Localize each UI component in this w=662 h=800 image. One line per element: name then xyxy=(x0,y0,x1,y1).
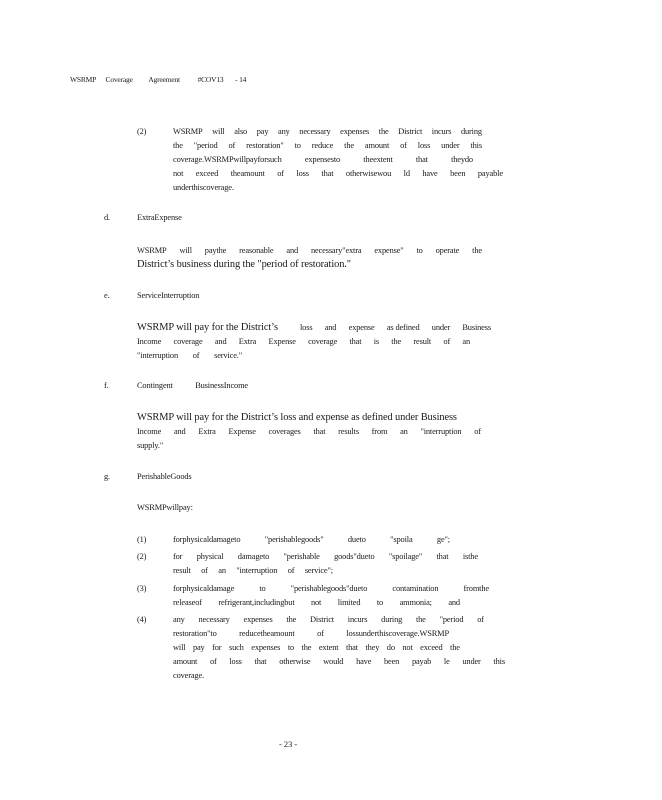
word: they xyxy=(365,643,380,652)
word: Extra xyxy=(238,337,257,346)
section-d-line-2: District’s business during the "period of restoration." xyxy=(137,259,351,270)
item-2-line-4 xyxy=(173,169,503,178)
g-item-3-line-1 xyxy=(173,584,489,593)
word: during xyxy=(460,127,482,136)
word: WSRMP xyxy=(173,127,203,136)
word: loss xyxy=(417,141,431,150)
word: "spoilage" xyxy=(388,552,423,561)
word: Expense xyxy=(228,427,256,436)
word: the xyxy=(378,127,389,136)
word: the xyxy=(301,643,312,652)
section-g-letter: g. xyxy=(104,472,110,481)
word: operate xyxy=(435,246,460,255)
header-doc: WSRMP xyxy=(70,75,96,84)
word: exceed xyxy=(195,169,219,178)
word: amount xyxy=(364,141,390,150)
word: refrigerant,includingbut xyxy=(218,598,295,607)
g-item-4-line-4 xyxy=(173,657,505,666)
word: BusinessIncome xyxy=(195,381,248,390)
word: will xyxy=(173,643,186,652)
word: "period xyxy=(439,615,464,624)
g-item-4-line-1 xyxy=(173,615,484,624)
word: fromthe xyxy=(463,584,489,593)
g-item-3-line-2 xyxy=(173,598,460,607)
word: will xyxy=(212,127,225,136)
word: have xyxy=(422,169,438,178)
word: isthe xyxy=(462,552,478,561)
item-2-line-1 xyxy=(173,127,482,136)
section-e-heading: ServiceInterruption xyxy=(137,291,200,300)
word: expensesto xyxy=(304,155,341,164)
word: payab xyxy=(411,657,432,666)
word: physical xyxy=(196,552,224,561)
word: not xyxy=(173,169,184,178)
word: that xyxy=(349,337,362,346)
word: the xyxy=(391,337,402,346)
word: and xyxy=(173,427,186,436)
item-2-line-2 xyxy=(173,141,482,150)
word: to xyxy=(376,598,384,607)
word: under xyxy=(441,141,460,150)
word: loss xyxy=(300,323,313,332)
word: le xyxy=(443,657,450,666)
g-item-2-line-2 xyxy=(173,566,333,575)
word: releaseof xyxy=(173,598,202,607)
section-g-intro: WSRMPwillpay: xyxy=(137,503,193,512)
word: of xyxy=(474,427,481,436)
word: of xyxy=(228,141,236,150)
item-2-line-5: underthiscoverage. xyxy=(173,183,234,192)
section-f-line-2 xyxy=(137,427,481,436)
word: reasonable xyxy=(239,246,274,255)
word: of xyxy=(277,169,284,178)
word: paythe xyxy=(204,246,227,255)
word: Income xyxy=(137,337,162,346)
word: Extra xyxy=(198,427,216,436)
section-d-line-1 xyxy=(137,246,482,255)
word: the xyxy=(344,141,354,150)
word: an xyxy=(400,427,408,436)
word: not xyxy=(310,598,322,607)
section-d-letter: d. xyxy=(104,213,110,222)
g-item-4-number: (4) xyxy=(137,615,147,624)
word: the xyxy=(286,615,297,624)
word: contamination xyxy=(392,584,439,593)
word: damageto xyxy=(237,552,270,561)
word: theydo xyxy=(451,155,473,164)
word: would xyxy=(323,657,344,666)
word: during xyxy=(381,615,403,624)
word: any xyxy=(278,127,290,136)
word: service"; xyxy=(304,566,333,575)
word: this xyxy=(470,141,482,150)
word: of xyxy=(400,141,407,150)
word: is xyxy=(373,337,379,346)
word: also xyxy=(234,127,248,136)
word: restoration" xyxy=(246,141,284,150)
g-item-3-number: (3) xyxy=(137,584,147,593)
header-page: - 14 xyxy=(235,75,247,84)
word: of xyxy=(287,566,295,575)
word: Income xyxy=(137,427,162,436)
word: necessary xyxy=(299,127,331,136)
section-g-heading: PerishableGoods xyxy=(137,472,192,481)
word: not xyxy=(402,643,413,652)
word: coverage.WSRMPwillpayforsuch xyxy=(173,155,282,164)
word: do xyxy=(386,643,395,652)
word: expense xyxy=(348,323,375,332)
word: from xyxy=(371,427,388,436)
word: extent xyxy=(318,643,339,652)
word: coverage xyxy=(173,337,203,346)
word: of xyxy=(317,629,324,638)
word: incurs xyxy=(347,615,368,624)
word: to xyxy=(259,584,266,593)
word: limited xyxy=(337,598,361,607)
word: Business xyxy=(462,323,491,332)
word: Contingent xyxy=(137,381,173,390)
word: coverage xyxy=(308,337,338,346)
word: the xyxy=(472,246,482,255)
word: coverages xyxy=(268,427,301,436)
word: amount xyxy=(173,657,198,666)
word: of xyxy=(477,615,484,624)
word: and xyxy=(324,323,337,332)
word: District xyxy=(398,127,423,136)
section-f-letter: f. xyxy=(104,381,109,390)
word: otherwisewou xyxy=(345,169,392,178)
word: theextent xyxy=(363,155,393,164)
word: that xyxy=(254,657,267,666)
word: for xyxy=(173,552,183,561)
g-item-4-line-2 xyxy=(173,629,449,638)
word: results xyxy=(338,427,359,436)
g-item-4-line-3 xyxy=(173,643,460,652)
word: that xyxy=(436,552,449,561)
word: theamount xyxy=(230,169,265,178)
section-e-line-1a: WSRMP will pay for the District’s xyxy=(137,322,278,333)
word: necessary"extra xyxy=(310,246,362,255)
g-item-1-line-1 xyxy=(173,535,450,544)
word: otherwise xyxy=(279,657,311,666)
word: the xyxy=(450,643,460,652)
header-word2: Coverage xyxy=(105,75,133,84)
word: will xyxy=(179,246,192,255)
page-header xyxy=(70,75,246,84)
word: that xyxy=(415,155,428,164)
word: such xyxy=(228,643,244,652)
word: any xyxy=(173,615,185,624)
word: loss xyxy=(229,657,242,666)
word: restoration"to xyxy=(173,629,217,638)
word: the xyxy=(415,615,426,624)
word: service." xyxy=(214,351,242,360)
word: an xyxy=(462,337,470,346)
word: that xyxy=(345,643,358,652)
word: reducetheamount xyxy=(239,629,295,638)
word: exceed xyxy=(420,643,443,652)
word: "period xyxy=(193,141,218,150)
word: "interruption xyxy=(420,427,462,436)
word: expenses xyxy=(243,615,273,624)
word: expense" xyxy=(374,246,404,255)
item-2-number: (2) xyxy=(137,127,147,136)
section-e-line-1b xyxy=(300,323,491,332)
word: result xyxy=(413,337,432,346)
word: "perishablegoods" xyxy=(264,535,324,544)
word: necessary xyxy=(198,615,230,624)
word: to xyxy=(416,246,423,255)
section-e-line-3 xyxy=(137,351,242,360)
word: expenses xyxy=(251,643,281,652)
word: to xyxy=(294,141,301,150)
word: of xyxy=(201,566,208,575)
g-item-4-line-5: coverage. xyxy=(173,671,204,680)
word: "perishable xyxy=(283,552,320,561)
g-item-1-number: (1) xyxy=(137,535,147,544)
word: and xyxy=(448,598,460,607)
header-code: #COV13 xyxy=(197,75,224,84)
word: of xyxy=(443,337,451,346)
word: pay xyxy=(256,127,269,136)
word: payable xyxy=(477,169,503,178)
section-e-line-2 xyxy=(137,337,470,346)
word: under xyxy=(431,323,451,332)
word: and xyxy=(286,246,299,255)
header-word3: Agreement xyxy=(148,75,180,84)
word: for xyxy=(212,643,222,652)
word: been xyxy=(450,169,466,178)
word: the xyxy=(173,141,183,150)
word: have xyxy=(356,657,372,666)
section-f-line-3: supply." xyxy=(137,441,164,450)
word: Expense xyxy=(268,337,296,346)
section-f-line-1: WSRMP will pay for the District’s loss and expense as defined under Business xyxy=(137,412,457,423)
word: loss xyxy=(296,169,309,178)
word: ammonia; xyxy=(399,598,432,607)
word: an xyxy=(218,566,226,575)
word: dueto xyxy=(347,535,366,544)
word: that xyxy=(321,169,334,178)
word: forphysicaldamageto xyxy=(173,535,241,544)
word: result xyxy=(173,566,191,575)
word: forphysicaldamage xyxy=(173,584,235,593)
word: ld xyxy=(403,169,410,178)
word: "perishablegoods"dueto xyxy=(290,584,368,593)
item-2-line-3 xyxy=(173,155,473,164)
g-item-2-number: (2) xyxy=(137,552,147,561)
word: pay xyxy=(192,643,205,652)
word: lossunderthiscoverage.WSRMP xyxy=(346,629,449,638)
word: incurs xyxy=(431,127,452,136)
section-f-heading xyxy=(137,381,248,390)
word: "spoila xyxy=(390,535,413,544)
word: of xyxy=(192,351,200,360)
word: expenses xyxy=(340,127,370,136)
word: as defined xyxy=(386,323,420,332)
g-item-2-line-1 xyxy=(173,552,478,561)
word: goods"dueto xyxy=(334,552,375,561)
page-number: - 23 - xyxy=(279,740,298,749)
word: to xyxy=(287,643,295,652)
section-d-heading: ExtraExpense xyxy=(137,213,182,222)
word: and xyxy=(214,337,227,346)
word: "interruption xyxy=(236,566,278,575)
word: ge"; xyxy=(436,535,450,544)
word: of xyxy=(209,657,217,666)
word: that xyxy=(313,427,326,436)
word: under xyxy=(462,657,481,666)
word: WSRMP xyxy=(137,246,167,255)
section-e-letter: e. xyxy=(104,291,110,300)
word: "interruption xyxy=(137,351,179,360)
word: been xyxy=(384,657,400,666)
word: this xyxy=(493,657,505,666)
word: District xyxy=(310,615,334,624)
word: reduce xyxy=(311,141,334,150)
